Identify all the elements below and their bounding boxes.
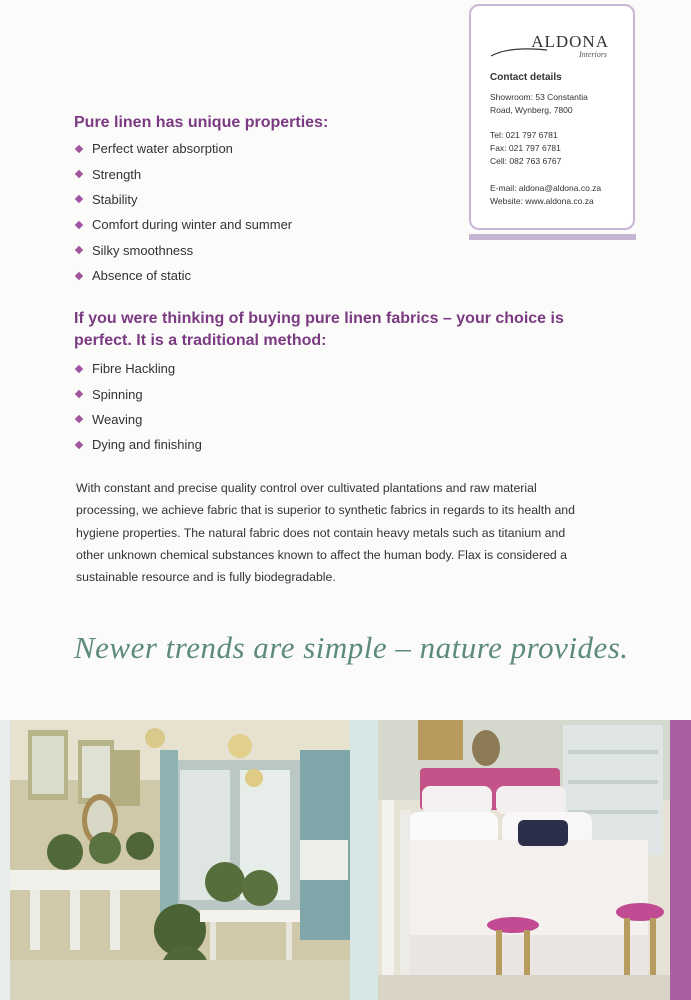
bedroom-photo (378, 720, 670, 1000)
list-item (74, 263, 292, 288)
diamond-bullet-icon (75, 415, 83, 423)
photo-divider (350, 720, 378, 1000)
contact-fax: Fax: 021 797 6781 (490, 143, 561, 153)
list-item (74, 432, 202, 457)
section2-heading (74, 308, 564, 352)
list-item-label: Spinning (92, 386, 143, 402)
aldona-logo (489, 30, 615, 60)
list-item (74, 238, 292, 263)
diamond-bullet-icon (75, 195, 83, 203)
logo-tagline: Interiors (579, 50, 607, 59)
list-item (74, 161, 292, 186)
section1-heading: Pure linen has unique properties: (74, 114, 329, 131)
diamond-bullet-icon (75, 144, 83, 152)
list-item-label: Absence of static (92, 268, 191, 284)
contact-box (469, 4, 635, 230)
list-item-label: Silky smoothness (92, 242, 194, 258)
list-item (74, 407, 202, 432)
logo-name: ALDONA (531, 32, 609, 51)
list-item-label: Dying and finishing (92, 437, 202, 453)
contact-tel[interactable]: Tel: 021 797 6781 (490, 130, 558, 140)
list-item (74, 136, 292, 161)
diamond-bullet-icon (75, 246, 83, 254)
accent-strip (670, 720, 691, 1000)
tagline: Newer trends are simple – nature provides. (74, 630, 629, 665)
contact-title: Contact details (490, 72, 562, 83)
list-item (74, 381, 202, 406)
contact-email[interactable]: E-mail: aldona@aldona.co.za (490, 183, 602, 193)
body-paragraph: With constant and precise quality control over cultivated plantations and raw material processing, we achieve fabric that is superior to synthetic fabrics in regards to its health and hygiene properties. The natural fabric does not contain heavy metals such as titanium and other unknown chemical substances known to affect the human body. Flax is considered a sustainable resource and is fully biodegradable. (76, 481, 575, 585)
list-item-label: Comfort during winter and summer (92, 217, 293, 233)
diamond-bullet-icon (75, 390, 83, 398)
photo-strip (0, 720, 691, 1000)
section2-heading-line2: perfect. It is a traditional method: (74, 332, 327, 349)
contact-showroom-line1: Showroom: 53 Constantia (490, 92, 588, 102)
list-item (74, 356, 202, 381)
methods-list (74, 356, 202, 458)
showroom-photo (10, 720, 350, 1000)
section2-heading-line1: If you were thinking of buying pure linen fabrics – your choice is (74, 310, 564, 327)
list-item-label: Fibre Hackling (92, 361, 176, 377)
diamond-bullet-icon (75, 364, 83, 372)
list-item-label: Strength (92, 166, 142, 182)
diamond-bullet-icon (75, 271, 83, 279)
contact-website[interactable]: Website: www.aldona.co.za (490, 196, 594, 206)
properties-list (74, 136, 292, 288)
list-item-label: Perfect water absorption (92, 141, 233, 157)
list-item-label: Stability (92, 191, 138, 207)
diamond-bullet-icon (75, 441, 83, 449)
list-item-label: Weaving (92, 411, 143, 427)
list-item (74, 212, 292, 237)
list-item (74, 187, 292, 212)
contact-cell[interactable]: Cell: 082 763 6767 (490, 156, 562, 166)
contact-showroom-line2: Road, Wynberg, 7800 (490, 105, 573, 115)
contact-underline-bar (469, 234, 636, 240)
diamond-bullet-icon (75, 221, 83, 229)
diamond-bullet-icon (75, 170, 83, 178)
showroom-illustration (10, 720, 350, 1000)
bedroom-illustration (378, 720, 670, 1000)
